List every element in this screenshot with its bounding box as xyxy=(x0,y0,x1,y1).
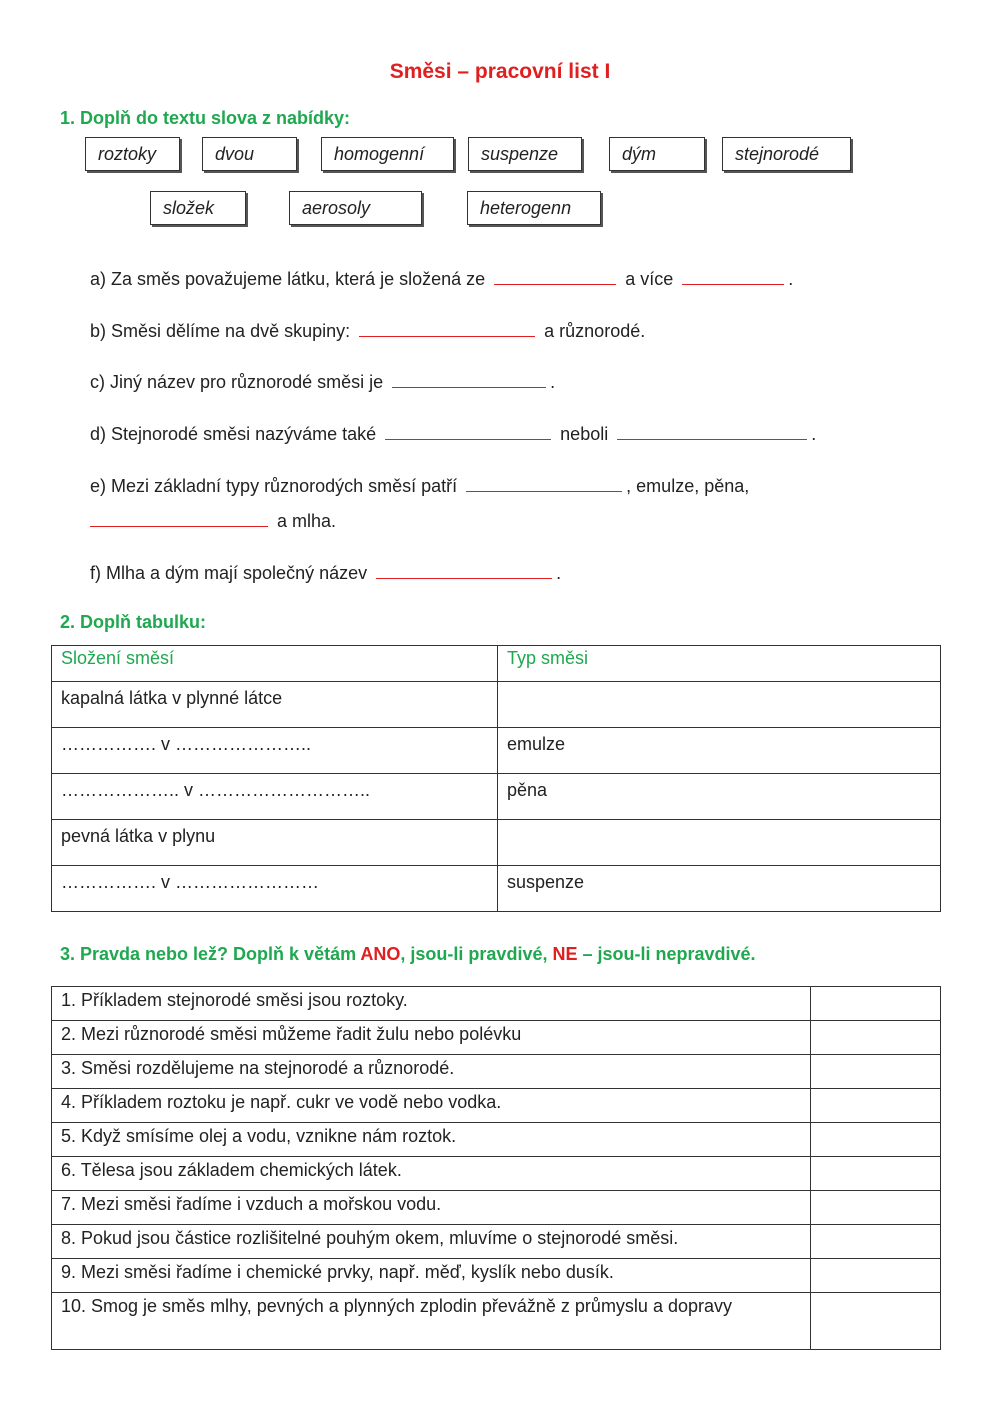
answer-cell[interactable] xyxy=(811,1055,941,1089)
table-row xyxy=(52,1089,941,1123)
blank-field[interactable] xyxy=(392,371,546,388)
table-row xyxy=(52,1259,941,1293)
answer-cell[interactable] xyxy=(811,1089,941,1123)
answer-cell[interactable] xyxy=(811,1157,941,1191)
table-row xyxy=(52,1191,941,1225)
sentence-c: c) Jiný název pro různorodé směsi je . xyxy=(90,372,556,392)
answer-cell[interactable] xyxy=(811,1123,941,1157)
composition-cell[interactable]: ……………. v ………………….. xyxy=(52,728,498,774)
word-box[interactable]: roztoky xyxy=(85,137,180,171)
statement-cell: 1. Příkladem stejnorodé směsi jsou roztoky. xyxy=(52,987,811,1021)
table-row xyxy=(52,1055,941,1089)
answer-cell[interactable] xyxy=(811,1191,941,1225)
word-box[interactable]: aerosoly xyxy=(289,191,422,225)
answer-cell[interactable] xyxy=(811,1225,941,1259)
blank-field[interactable] xyxy=(359,320,535,337)
statement-cell: 10. Smog je směs mlhy, pevných a plynných zplodin převážně z průmyslu a dopravy xyxy=(52,1293,811,1350)
table-header-row xyxy=(52,646,941,682)
word-box[interactable]: stejnorodé xyxy=(722,137,851,171)
composition-cell[interactable]: ……………….. v ……………………….. xyxy=(52,774,498,820)
composition-cell[interactable]: ……………. v …………………… xyxy=(52,866,498,912)
statement-cell: 8. Pokud jsou částice rozlišitelné pouhým okem, mluvíme o stejnorodé směsi. xyxy=(52,1225,811,1259)
table-row xyxy=(52,866,941,912)
sentence-f: f) Mlha a dým mají společný název . xyxy=(90,563,562,583)
section-1-heading: 1. Doplň do textu slova z nabídky: xyxy=(60,108,351,128)
type-cell[interactable]: pěna xyxy=(498,774,941,820)
blank-field[interactable] xyxy=(617,423,807,440)
composition-cell[interactable]: pevná látka v plynu xyxy=(52,820,498,866)
table-row xyxy=(52,774,941,820)
sentence-a: a) Za směs považujeme látku, která je složená ze a více . xyxy=(90,269,794,289)
table-row xyxy=(52,682,941,728)
sentence-b: b) Směsi dělíme na dvě skupiny: a různorodé. xyxy=(90,321,646,341)
section-2-heading: 2. Doplň tabulku: xyxy=(60,612,206,632)
table-row xyxy=(52,987,941,1021)
table-row xyxy=(52,1225,941,1259)
table-row xyxy=(52,820,941,866)
table-row xyxy=(52,1123,941,1157)
type-cell[interactable] xyxy=(498,820,941,866)
blank-field[interactable] xyxy=(682,268,784,285)
type-cell[interactable]: suspenze xyxy=(498,866,941,912)
word-box[interactable]: heterogenn xyxy=(467,191,601,225)
sentence-e-continued: a mlha. xyxy=(86,510,336,532)
statement-cell: 5. Když smísíme olej a vodu, vznikne nám roztok. xyxy=(52,1123,811,1157)
composition-cell[interactable]: kapalná látka v plynné látce xyxy=(52,682,498,728)
blank-field[interactable] xyxy=(494,268,616,285)
statement-cell: 6. Tělesa jsou základem chemických látek. xyxy=(52,1157,811,1191)
word-box[interactable]: dým xyxy=(609,137,705,171)
true-false-table xyxy=(51,986,941,1350)
table-row xyxy=(52,1157,941,1191)
answer-cell[interactable] xyxy=(811,1293,941,1350)
column-header: Typ směsi xyxy=(498,646,941,682)
blank-field[interactable] xyxy=(466,475,622,492)
answer-cell[interactable] xyxy=(811,1259,941,1293)
word-box[interactable]: složek xyxy=(150,191,246,225)
statement-cell: 3. Směsi rozdělujeme na stejnorodé a různorodé. xyxy=(52,1055,811,1089)
table-row xyxy=(52,1021,941,1055)
blank-field[interactable] xyxy=(90,510,268,527)
page-title: Směsi – pracovní list I xyxy=(389,60,611,83)
answer-cell[interactable] xyxy=(811,987,941,1021)
type-cell[interactable]: emulze xyxy=(498,728,941,774)
section-3-heading: 3. Pravda nebo lež? Doplň k větám ANO, jsou-li pravdivé, NE – jsou-li nepravdivé. xyxy=(60,944,756,964)
sentence-e: e) Mezi základní typy různorodých směsí patří , emulze, pěna, xyxy=(90,476,750,496)
table-row xyxy=(52,728,941,774)
mixture-table xyxy=(51,645,941,912)
sentence-d: d) Stejnorodé směsi nazýváme také neboli . xyxy=(90,424,817,444)
statement-cell: 7. Mezi směsi řadíme i vzduch a mořskou vodu. xyxy=(52,1191,811,1225)
blank-field[interactable] xyxy=(376,562,552,579)
word-box[interactable]: homogenní xyxy=(321,137,454,171)
answer-cell[interactable] xyxy=(811,1021,941,1055)
statement-cell: 9. Mezi směsi řadíme i chemické prvky, např. měď, kyslík nebo dusík. xyxy=(52,1259,811,1293)
column-header: Složení směsí xyxy=(52,646,498,682)
blank-field[interactable] xyxy=(385,423,551,440)
word-box[interactable]: suspenze xyxy=(468,137,582,171)
table-row xyxy=(52,1293,941,1350)
type-cell[interactable] xyxy=(498,682,941,728)
word-box[interactable]: dvou xyxy=(202,137,297,171)
statement-cell: 4. Příkladem roztoku je např. cukr ve vodě nebo vodka. xyxy=(52,1089,811,1123)
statement-cell: 2. Mezi různorodé směsi můžeme řadit žulu nebo polévku xyxy=(52,1021,811,1055)
